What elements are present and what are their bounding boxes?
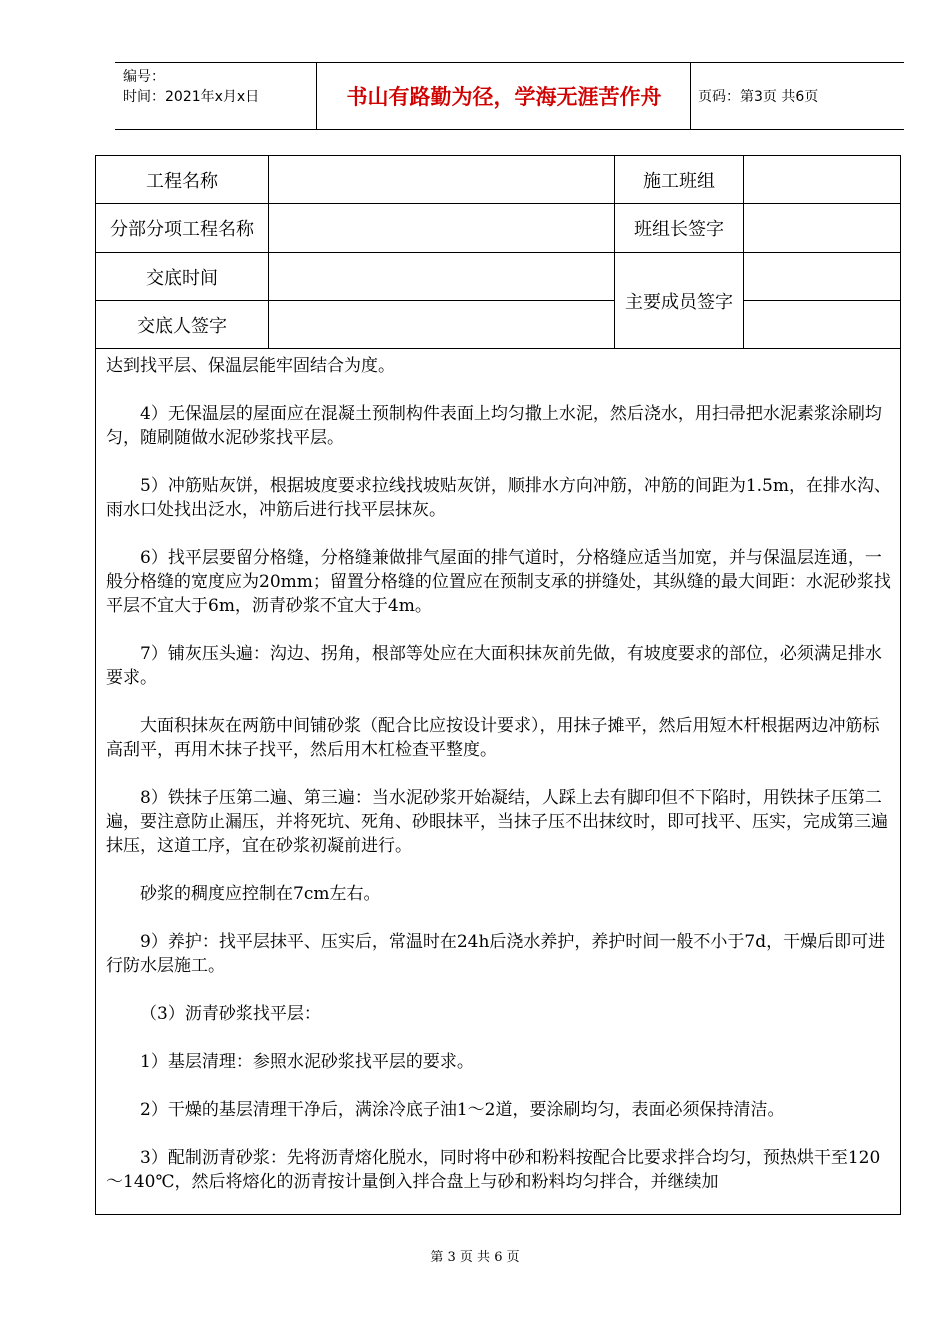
team-label: 施工班组 bbox=[643, 170, 715, 192]
briefing-time-label: 交底时间 bbox=[146, 267, 218, 289]
members-sign-field[interactable] bbox=[744, 301, 900, 348]
content-paragraph: 2）干燥的基层清理干净后，满涂冷底子油1～2道，要涂刷均匀，表面必须保持清洁。 bbox=[140, 1100, 785, 1120]
project-name-field[interactable] bbox=[269, 156, 614, 203]
content-paragraph: 砂浆的稠度应控制在7cm左右。 bbox=[140, 884, 381, 904]
briefer-sign-label: 交底人签字 bbox=[137, 315, 227, 337]
content-paragraph: 8）铁抹子压第二遍、第三遍：当水泥砂浆开始凝结，人踩上去有脚印但不下陷时，用铁抹子压第二遍，要注意防止漏压，并将死坑、死角、砂眼抹平，当抹子压不出抹纹时，即可找平、压实，完成第三遍抹压，这道工序，宜在砂浆初凝前进行。 bbox=[106, 788, 888, 856]
doc-number-label: 编号： bbox=[123, 69, 165, 85]
header-meta bbox=[123, 67, 259, 107]
sub-project-label: 分部分项工程名称 bbox=[110, 219, 254, 240]
content-paragraph: 4）无保温层的屋面应在混凝土预制构件表面上均匀撒上水泥，然后浇水，用扫帚把水泥素浆涂刷均匀，随刷随做水泥砂浆找平层。 bbox=[106, 404, 882, 448]
content-paragraph: 9）养护：找平层抹平、压实后，常温时在24h后浇水养护，养护时间一般不小于7d，干燥后即可进行防水层施工。 bbox=[106, 932, 886, 976]
briefing-content bbox=[106, 354, 892, 1218]
members-sign-field[interactable] bbox=[744, 253, 900, 300]
team-field[interactable] bbox=[744, 156, 900, 203]
doc-time-label: 时间：2021年x月x日 bbox=[123, 89, 260, 105]
page-footer: 第 3 页 共 6 页 bbox=[430, 1250, 520, 1265]
content-paragraph: 6）找平层要留分格缝，分格缝兼做排气屋面的排气道时，分格缝应适当加宽，并与保温层连通，一般分格缝的宽度应为20mm；留置分格缝的位置应在预制支承的拼缝处，其纵缝的最大间距：水泥砂浆找平层不宜大于6m，沥青砂浆不宜大于4m。 bbox=[106, 548, 891, 616]
briefer-sign-field[interactable] bbox=[269, 301, 614, 348]
briefing-form bbox=[95, 155, 901, 1215]
page-header bbox=[115, 62, 904, 130]
content-paragraph: 达到找平层、保温层能牢固结合为度。 bbox=[106, 356, 395, 376]
header-divider bbox=[690, 63, 691, 129]
leader-sign-field[interactable] bbox=[744, 204, 900, 252]
content-paragraph: 1）基层清理：参照水泥砂浆找平层的要求。 bbox=[140, 1052, 474, 1072]
briefing-time-field[interactable] bbox=[269, 253, 614, 300]
sub-project-field[interactable] bbox=[269, 204, 614, 252]
content-paragraph: 5）冲筋贴灰饼，根据坡度要求拉线找坡贴灰饼，顺排水方向冲筋，冲筋的间距为1.5m，在排水沟、雨水口处找出泛水，冲筋后进行找平层抹灰。 bbox=[106, 476, 891, 520]
content-paragraph: （3）沥青砂浆找平层： bbox=[140, 1004, 321, 1024]
header-page-info: 页码：第3页 共6页 bbox=[698, 89, 819, 105]
content-paragraph: 3）配制沥青砂浆：先将沥青熔化脱水，同时将中砂和粉料按配合比要求拌合均匀，预热烘干至120～140℃，然后将熔化的沥青按计量倒入拌合盘上与砂和粉料均匀拌合，并继续加 bbox=[106, 1148, 881, 1192]
leader-sign-label: 班组长签字 bbox=[634, 219, 724, 240]
project-name-label: 工程名称 bbox=[146, 170, 218, 192]
members-sign-label: 主要成员签字 bbox=[625, 291, 733, 313]
header-motto: 书山有路勤为径，学海无涯苦作舟 bbox=[346, 85, 662, 109]
content-paragraph: 7）铺灰压头遍：沟边、拐角，根部等处应在大面积抹灰前先做，有坡度要求的部位，必须满足排水要求。 bbox=[106, 644, 882, 688]
content-paragraph: 大面积抹灰在两筋中间铺砂浆（配合比应按设计要求），用抹子摊平，然后用短木杆根据两边冲筋标高刮平，再用木抹子找平，然后用木杠检查平整度。 bbox=[106, 716, 880, 760]
row-divider bbox=[96, 348, 900, 349]
